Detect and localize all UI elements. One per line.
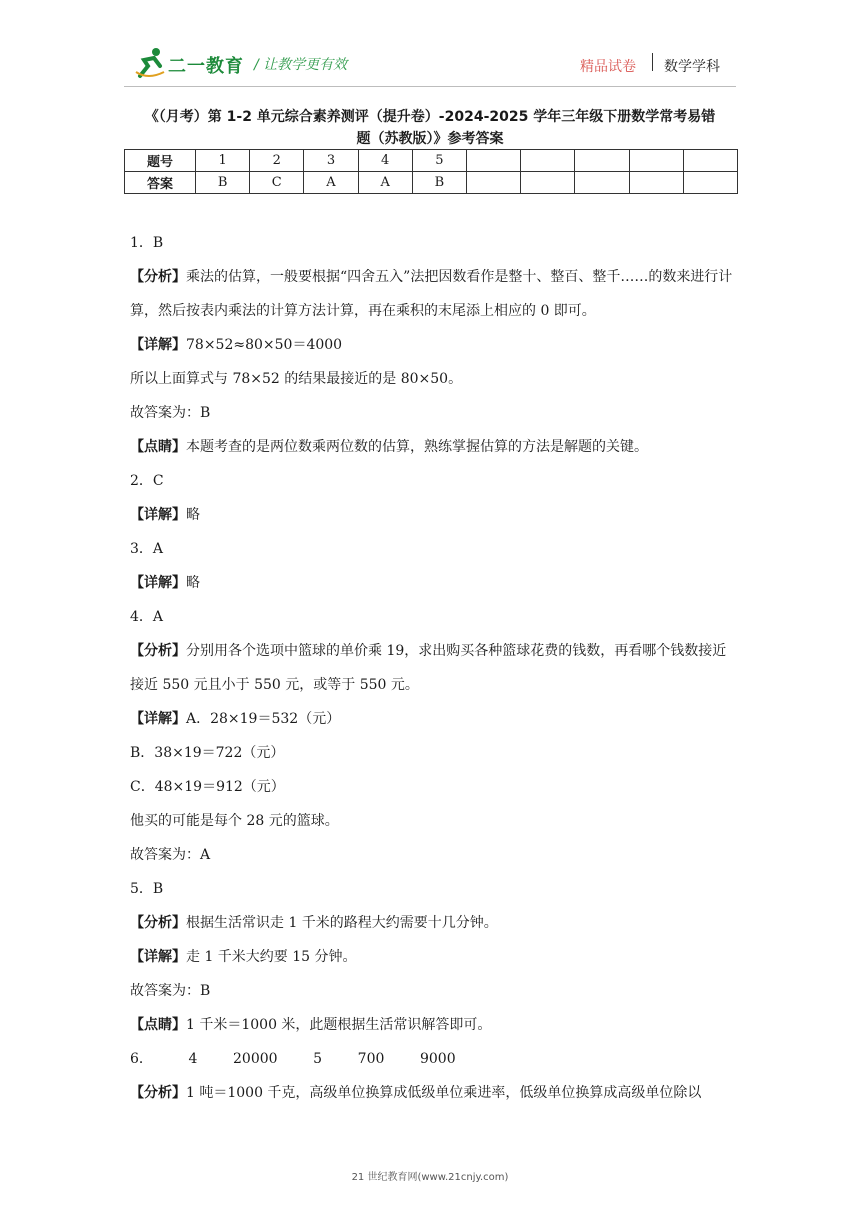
question-4-answer: 4．A	[130, 609, 164, 625]
runner-logo-icon	[134, 46, 168, 80]
table-cell: C	[250, 172, 304, 194]
analysis-text: 根据生活常识走 1 千米的路程大约需要十几分钟。	[186, 915, 498, 931]
detail-text: 走 1 千米大约要 15 分钟。	[186, 949, 357, 965]
detail-label: 【详解】	[130, 575, 186, 591]
table-cell	[683, 150, 737, 172]
tag-subject: 数学学科	[664, 59, 720, 75]
question-4-line: 他买的可能是每个 28 元的篮球。	[130, 813, 339, 829]
table-cell	[629, 172, 683, 194]
answer-explanations	[130, 226, 740, 1110]
question-5-analysis	[130, 906, 740, 940]
table-cell	[629, 150, 683, 172]
question-4-option-b: B．38×19＝722（元）	[130, 745, 285, 761]
question-5-answer: 5．B	[130, 881, 164, 897]
table-cell: B	[412, 172, 466, 194]
analysis-label: 【分析】	[130, 269, 186, 285]
answer-table	[124, 149, 738, 194]
question-5-final: 故答案为：B	[130, 983, 211, 999]
page-title	[124, 106, 736, 150]
detail-label: 【详解】	[130, 711, 186, 727]
analysis-text: 乘法的估算，一般要根据“四舍五入”法把因数看作是整十、整百、整千……的数来进行计算，然后按表内乘法的计算方法计算，再在乘积的末尾添上相应的 0 即可。	[130, 269, 733, 319]
detail-label: 【详解】	[130, 337, 186, 353]
detail-text: 略	[186, 507, 200, 523]
detail-text: 略	[186, 575, 200, 591]
table-row-answers	[125, 172, 738, 194]
detail-label: 【详解】	[130, 507, 186, 523]
analysis-text: 分别用各个选项中篮球的单价乘 19，求出购买各种篮球花费的钱数，再看哪个钱数接近接近 550 元且小于 550 元，或等于 550 元。	[130, 643, 727, 693]
question-1-tip	[130, 430, 740, 464]
table-cell: 1	[196, 150, 250, 172]
table-cell	[521, 172, 575, 194]
table-cell: 2	[250, 150, 304, 172]
table-head-answer: 答案	[125, 172, 196, 194]
question-1-detail	[130, 328, 740, 362]
question-2-answer: 2．C	[130, 473, 164, 489]
page-footer: 21 世纪教育网(www.21cnjy.com)	[351, 1172, 509, 1183]
tip-label: 【点睛】	[130, 1017, 186, 1033]
question-4-detail	[130, 702, 740, 736]
table-row-numbers	[125, 150, 738, 172]
tip-label: 【点睛】	[130, 439, 186, 455]
tip-text: 本题考查的是两位数乘两位数的估算，熟练掌握估算的方法是解题的关键。	[186, 439, 648, 455]
table-cell: 5	[412, 150, 466, 172]
table-cell	[521, 150, 575, 172]
table-cell	[466, 150, 520, 172]
title-line-2: 题（苏教版）》参考答案	[356, 131, 504, 147]
question-5-detail	[130, 940, 740, 974]
logo	[134, 46, 244, 82]
tag-premium: 精品试卷	[580, 59, 636, 75]
detail-label: 【详解】	[130, 949, 186, 965]
question-6-answer: 6． 4 20000 5 700 9000	[130, 1051, 456, 1067]
analysis-label: 【分析】	[130, 1085, 186, 1101]
question-1-line: 所以上面算式与 78×52 的结果最接近的是 80×50。	[130, 371, 463, 387]
table-cell: B	[196, 172, 250, 194]
tag-divider	[652, 53, 653, 71]
title-line-1: 《（月考）第 1-2 单元综合素养测评（提升卷）-2024-2025 学年三年级下册数学常考易错	[144, 109, 716, 125]
table-cell: 3	[304, 150, 358, 172]
question-3-detail	[130, 566, 740, 600]
table-cell	[575, 172, 629, 194]
logo-text: 二一教育	[168, 56, 244, 77]
question-5-tip	[130, 1008, 740, 1042]
question-6-analysis	[130, 1076, 740, 1110]
analysis-text: 1 吨＝1000 千克，高级单位换算成低级单位乘进率，低级单位换算成高级单位除以	[186, 1085, 702, 1101]
table-cell: 4	[358, 150, 412, 172]
table-cell	[466, 172, 520, 194]
question-4-analysis	[130, 634, 740, 702]
analysis-label: 【分析】	[130, 915, 186, 931]
table-head-number: 题号	[125, 150, 196, 172]
question-1-final: 故答案为：B	[130, 405, 211, 421]
table-cell: A	[358, 172, 412, 194]
question-4-final: 故答案为：A	[130, 847, 211, 863]
table-cell	[683, 172, 737, 194]
tip-text: 1 千米＝1000 米，此题根据生活常识解答即可。	[186, 1017, 492, 1033]
question-1-answer: 1．B	[130, 235, 164, 251]
page-header	[0, 0, 860, 90]
question-2-detail	[130, 498, 740, 532]
detail-text: A．28×19＝532（元）	[186, 711, 341, 727]
analysis-label: 【分析】	[130, 643, 186, 659]
question-4-option-c: C．48×19＝912（元）	[130, 779, 285, 795]
detail-text: 78×52≈80×50＝4000	[186, 337, 343, 353]
table-cell: A	[304, 172, 358, 194]
slogan: / 让教学更有效	[254, 57, 348, 73]
question-3-answer: 3．A	[130, 541, 164, 557]
table-cell	[575, 150, 629, 172]
header-divider	[124, 86, 736, 87]
question-1-analysis	[130, 260, 740, 328]
